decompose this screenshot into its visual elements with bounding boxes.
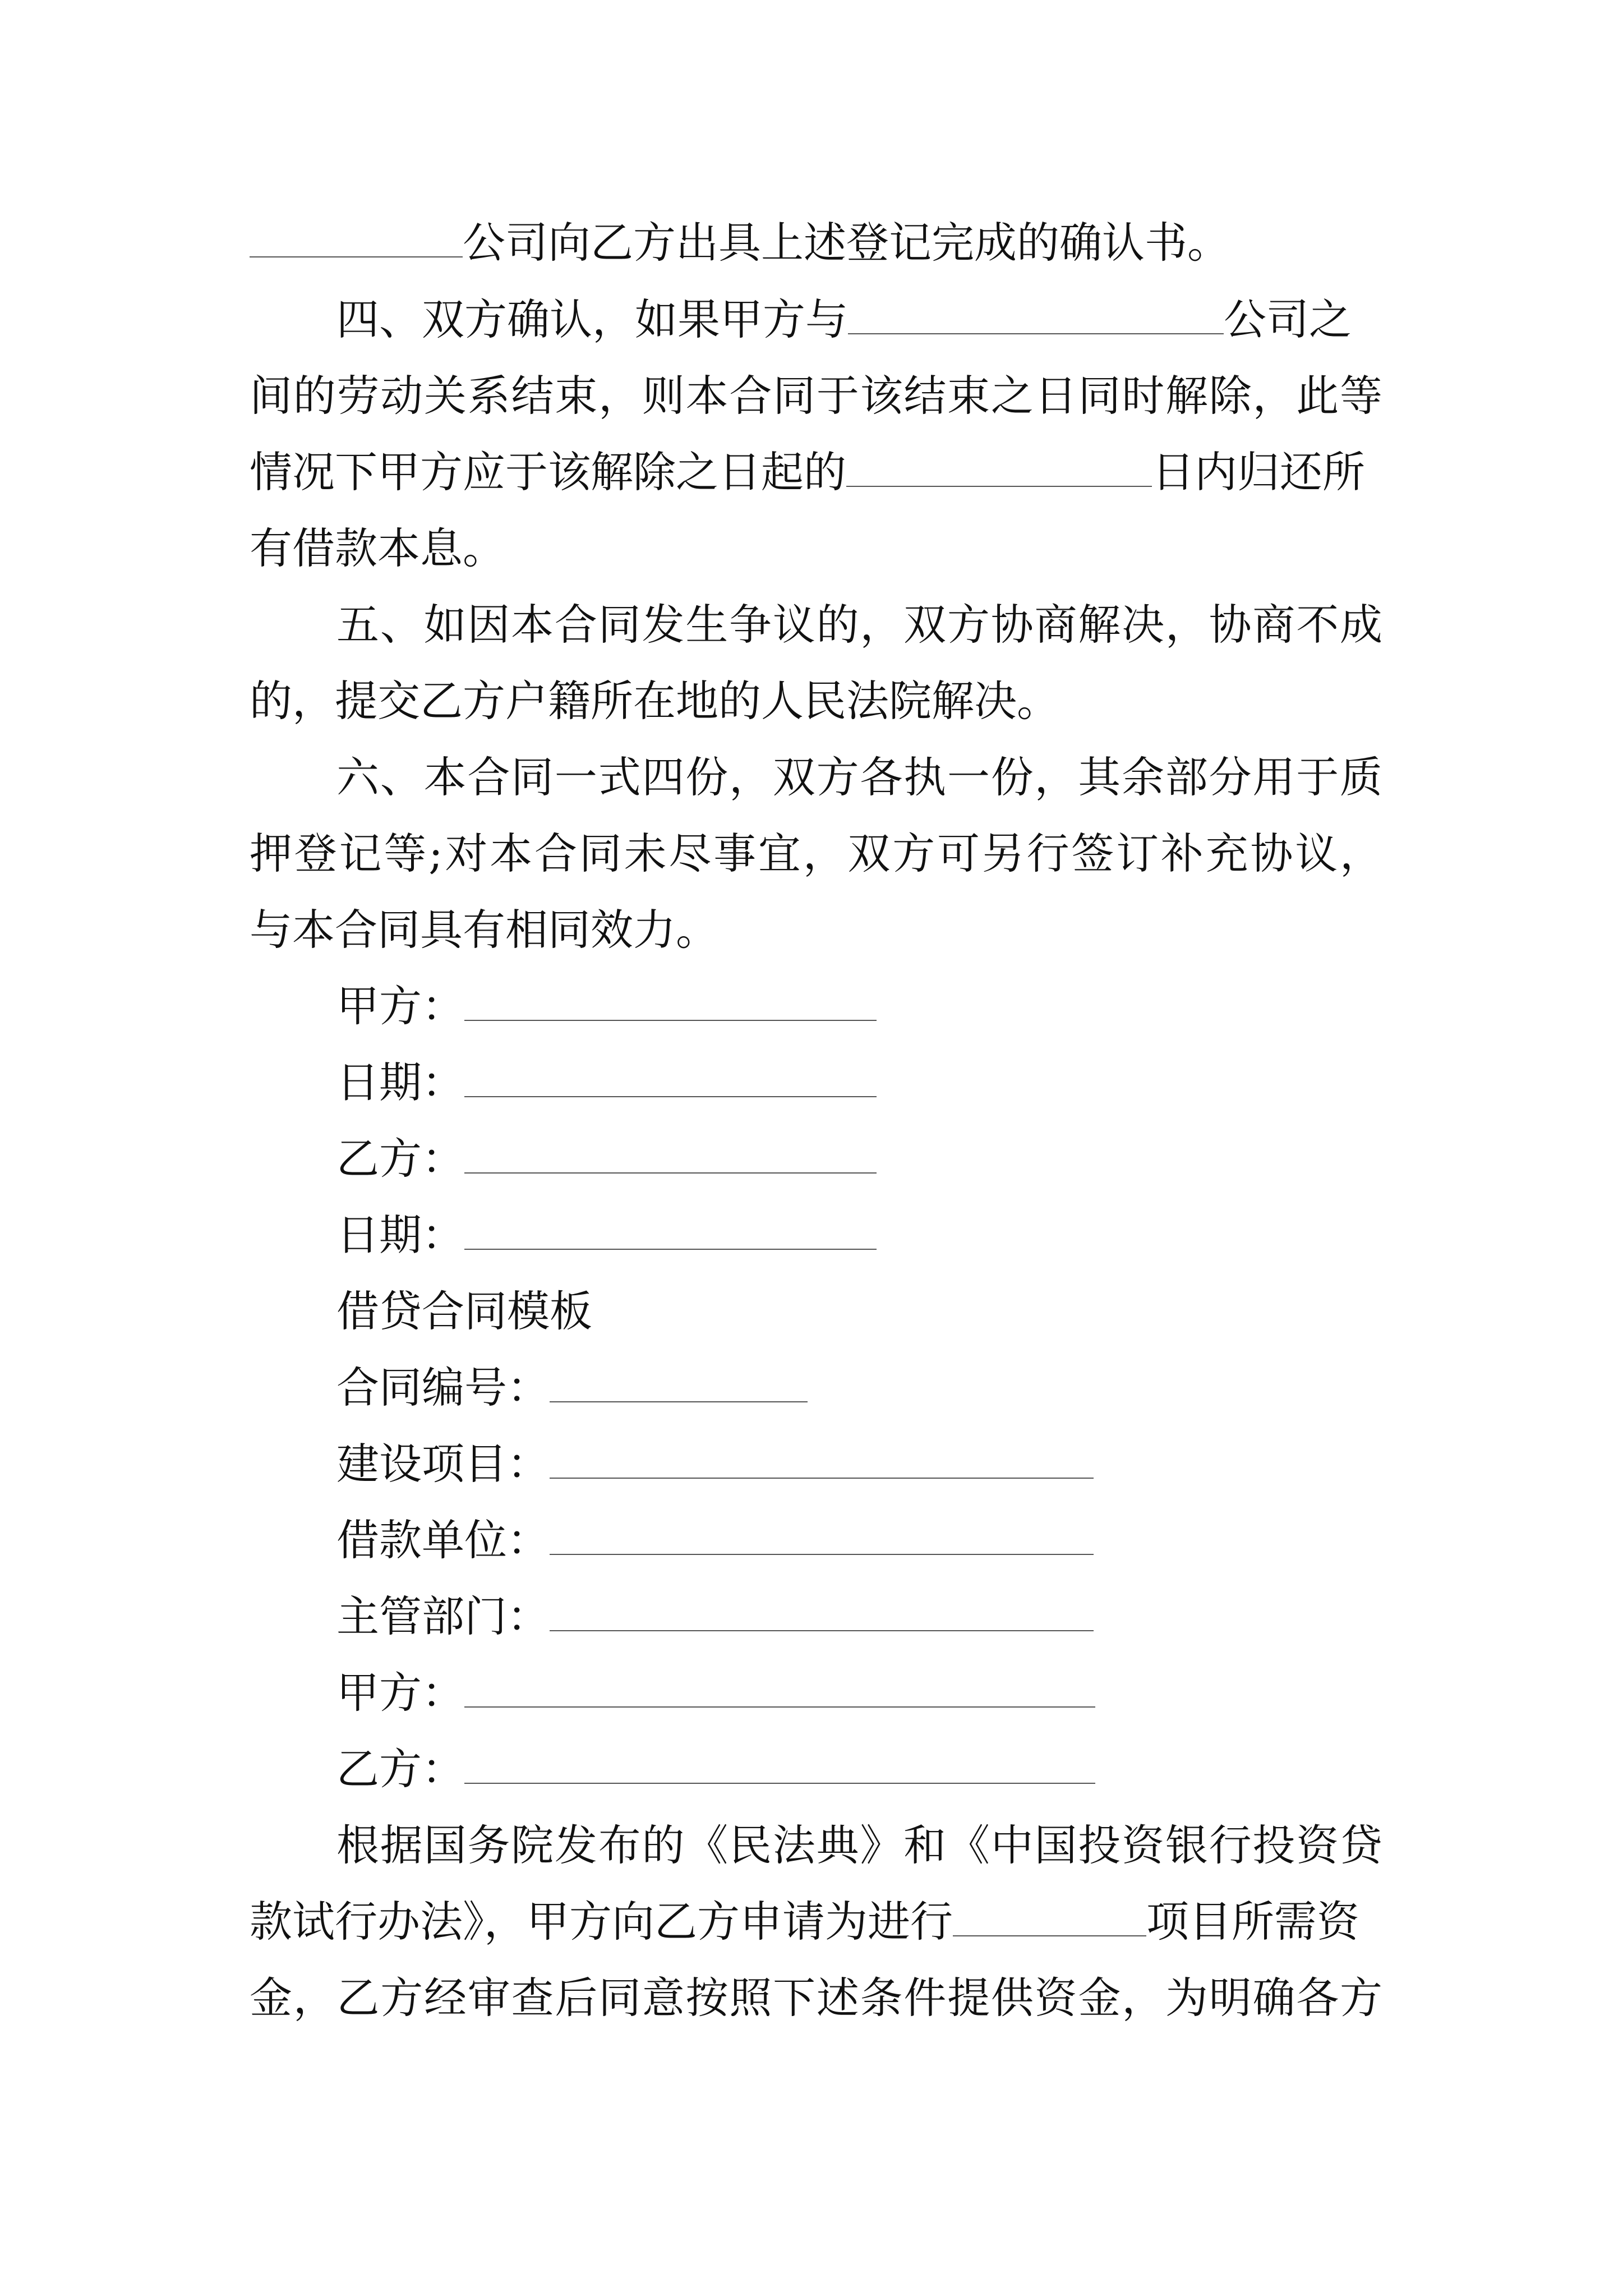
borrower-label: 借款单位：: [336, 1515, 550, 1565]
company-name-blank[interactable]: [250, 219, 463, 257]
template-party-a-row: [336, 1665, 1095, 1721]
department-field[interactable]: [550, 1593, 1094, 1631]
template-party-a-label: 甲方：: [336, 1668, 464, 1718]
project-field[interactable]: [550, 1441, 1094, 1479]
line-10: 与本合同具有相同效力。: [250, 905, 718, 955]
template-party-a-field[interactable]: [464, 1669, 1095, 1708]
clause-four-return: 日内归还所: [1152, 447, 1365, 497]
clause-four-days-text: 情况下甲方应于该解除之日起的: [250, 447, 846, 497]
confirmation-text: 公司向乙方出具上述登记完成的确认书。: [463, 218, 1230, 268]
line-3: 间的劳动关系结束，则本合同于该结束之日同时解除，此等: [250, 371, 1382, 421]
signature-date-a: [336, 1055, 877, 1111]
clause-four-start: 四、双方确认，如果甲方与: [336, 295, 848, 344]
closing-line-2: [250, 1894, 1382, 1950]
line-4: [250, 444, 1382, 500]
party-b-field[interactable]: [464, 1135, 877, 1174]
signature-party-a: [336, 978, 877, 1034]
employer-company-blank[interactable]: [848, 296, 1224, 334]
borrower-field[interactable]: [550, 1517, 1094, 1555]
contract-number-field[interactable]: [550, 1364, 808, 1402]
date-b-field[interactable]: [464, 1212, 877, 1250]
date-a-field[interactable]: [464, 1059, 877, 1097]
line-9: 押登记等;对本合同未尽事宜，双方可另行签订补充协议，: [250, 829, 1382, 878]
date-a-label: 日期：: [336, 1057, 464, 1107]
party-b-label: 乙方：: [336, 1134, 464, 1184]
department-label: 主管部门：: [336, 1591, 550, 1641]
clause-four-company: 公司之: [1224, 295, 1352, 344]
closing-text-b: 项目所需资: [1146, 1897, 1359, 1947]
party-a-field[interactable]: [464, 983, 877, 1021]
closing-line-1: 根据国务院发布的《民法典》和《中国投资银行投资贷: [336, 1820, 1382, 1870]
date-b-label: 日期：: [336, 1210, 464, 1260]
project-row: [336, 1436, 1094, 1492]
contract-number-label: 合同编号：: [336, 1363, 550, 1412]
signature-date-b: [336, 1207, 877, 1263]
line-7: 的，提交乙方户籍所在地的人民法院解决。: [250, 676, 1059, 726]
project-label: 建设项目：: [336, 1439, 550, 1489]
template-party-b-row: [336, 1741, 1095, 1797]
party-a-label: 甲方：: [336, 981, 464, 1031]
line-5: 有借款本息。: [250, 523, 505, 573]
line-8: 六、本合同一式四份，双方各执一份，其余部分用于质: [336, 752, 1382, 802]
signature-party-b: [336, 1131, 877, 1187]
template-party-b-field[interactable]: [464, 1746, 1095, 1784]
line-2: [336, 292, 1382, 348]
project-name-blank[interactable]: [953, 1898, 1146, 1936]
template-party-b-label: 乙方：: [336, 1744, 464, 1794]
borrower-row: [336, 1512, 1094, 1568]
template-title: 借贷合同模板: [336, 1286, 592, 1336]
department-row: [336, 1589, 1094, 1645]
line-6: 五、如因本合同发生争议的，双方协商解决，协商不成: [336, 600, 1382, 650]
repayment-days-blank[interactable]: [846, 449, 1152, 487]
closing-text-a: 款试行办法》，甲方向乙方申请为进行: [250, 1897, 953, 1947]
line-1: [250, 215, 1382, 271]
contract-number-row: [336, 1360, 808, 1416]
closing-line-3: 金，乙方经审查后同意按照下述条件提供资金，为明确各方: [250, 1973, 1382, 2023]
